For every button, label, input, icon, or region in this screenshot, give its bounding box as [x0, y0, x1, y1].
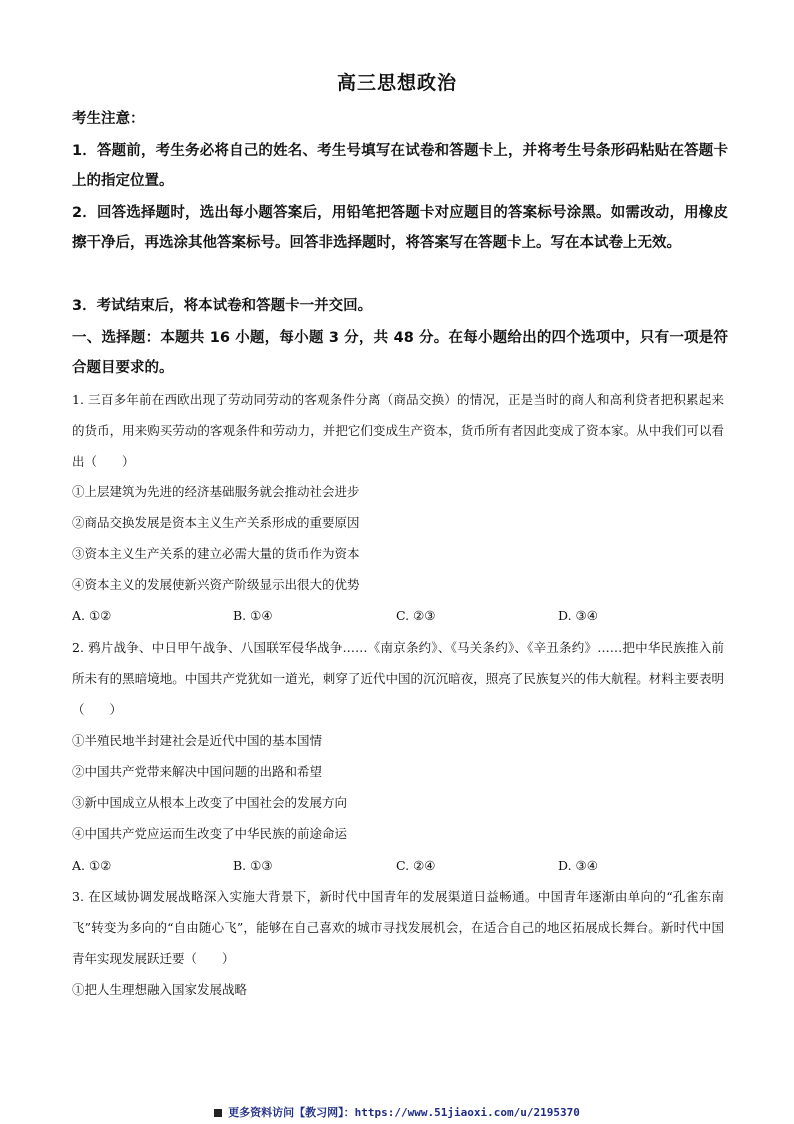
question-2-option-2: ②中国共产党带来解决中国问题的出路和希望 — [72, 764, 323, 779]
question-1-option-2: ②商品交换发展是资本主义生产关系形成的重要原因 — [72, 515, 360, 530]
question-3-option-1: ①把人生理想融入国家发展战略 — [72, 982, 248, 997]
question-2-stem: 2. 鸦片战争、中日甲午战争、八国联军侵华战争……《南京条约》、《马关条约》、《辛丑条约》……把中华民族推入前所未有的黑暗境地。中国共产党犹如一道光，刺穿了近代中国的沉沉暗夜，照亮了民族复兴的伟大航程。材料主要表明（ ） — [72, 640, 724, 717]
question-1-option-3: ③资本主义生产关系的建立必需大量的货币作为资本 — [72, 546, 360, 561]
question-1-option-4: ④资本主义的发展使新兴资产阶级显示出很大的优势 — [72, 577, 360, 592]
page-title: 高三思想政治 — [336, 72, 457, 94]
question-2-option-1: ①半殖民地半封建社会是近代中国的基本国情 — [72, 733, 323, 748]
question-1-option-1: ①上层建筑为先进的经济基础服务就会推动社会进步 — [72, 484, 360, 499]
choice-b: B. ①③ — [233, 858, 273, 873]
section-heading: 一、选择题：本题共 16 小题，每小题 3 分，共 48 分。在每小题给出的四个选项中，只有一项是符合题目要求的。 — [72, 330, 728, 376]
footer-text: 更多资料访问【教习网】：https://www.51jiaoxi.com/u/2195370 — [228, 1106, 580, 1119]
choice-d: D. ③④ — [558, 608, 598, 623]
question-1-stem: 1. 三百多年前在西欧出现了劳动同劳动的客观条件分离（商品交换）的情况，正是当时的商人和高利贷者把积累起来的货币，用来购买劳动的客观条件和劳动力，并把它们变成生产资本，货币所有者因此变成了资本家。从中我们可以看出（ ） — [72, 392, 724, 469]
choice-a: A. ①② — [72, 858, 112, 873]
notice-item-1: 1．答题前，考生务必将自己的姓名、考生号填写在试卷和答题卡上，并将考生号条形码粘贴在答题卡上的指定位置。 — [72, 143, 728, 189]
footer-link[interactable] — [0, 1104, 794, 1120]
notice-item-3: 3．考试结束后，将本试卷和答题卡一并交回。 — [72, 298, 373, 314]
question-3-stem: 3. 在区域协调发展战略深入实施大背景下，新时代中国青年的发展渠道日益畅通。中国青年逐渐由单向的“孔雀东南飞”转变为多向的“自由随心飞”，能够在自己喜欢的城市寻找发展机会，在适合自己的地区拓展成长舞台。新时代中国青年实现发展跃迁要（ ） — [72, 889, 724, 966]
question-2-option-3: ③新中国成立从根本上改变了中国社会的发展方向 — [72, 795, 348, 810]
question-2-option-4: ④中国共产党应运而生改变了中华民族的前途命运 — [72, 826, 348, 841]
choice-c: C. ②③ — [396, 608, 436, 623]
choice-d: D. ③④ — [558, 858, 598, 873]
flag-icon — [214, 1109, 222, 1117]
notice-item-2: 2．回答选择题时，选出每小题答案后，用铅笔把答题卡对应题目的答案标号涂黑。如需改动，用橡皮擦干净后，再选涂其他答案标号。回答非选择题时，将答案写在答题卡上。写在本试卷上无效。 — [72, 205, 728, 251]
choice-c: C. ②④ — [396, 858, 436, 873]
choice-b: B. ①④ — [233, 608, 273, 623]
choice-a: A. ①② — [72, 608, 112, 623]
notice-heading: 考生注意： — [72, 111, 145, 127]
